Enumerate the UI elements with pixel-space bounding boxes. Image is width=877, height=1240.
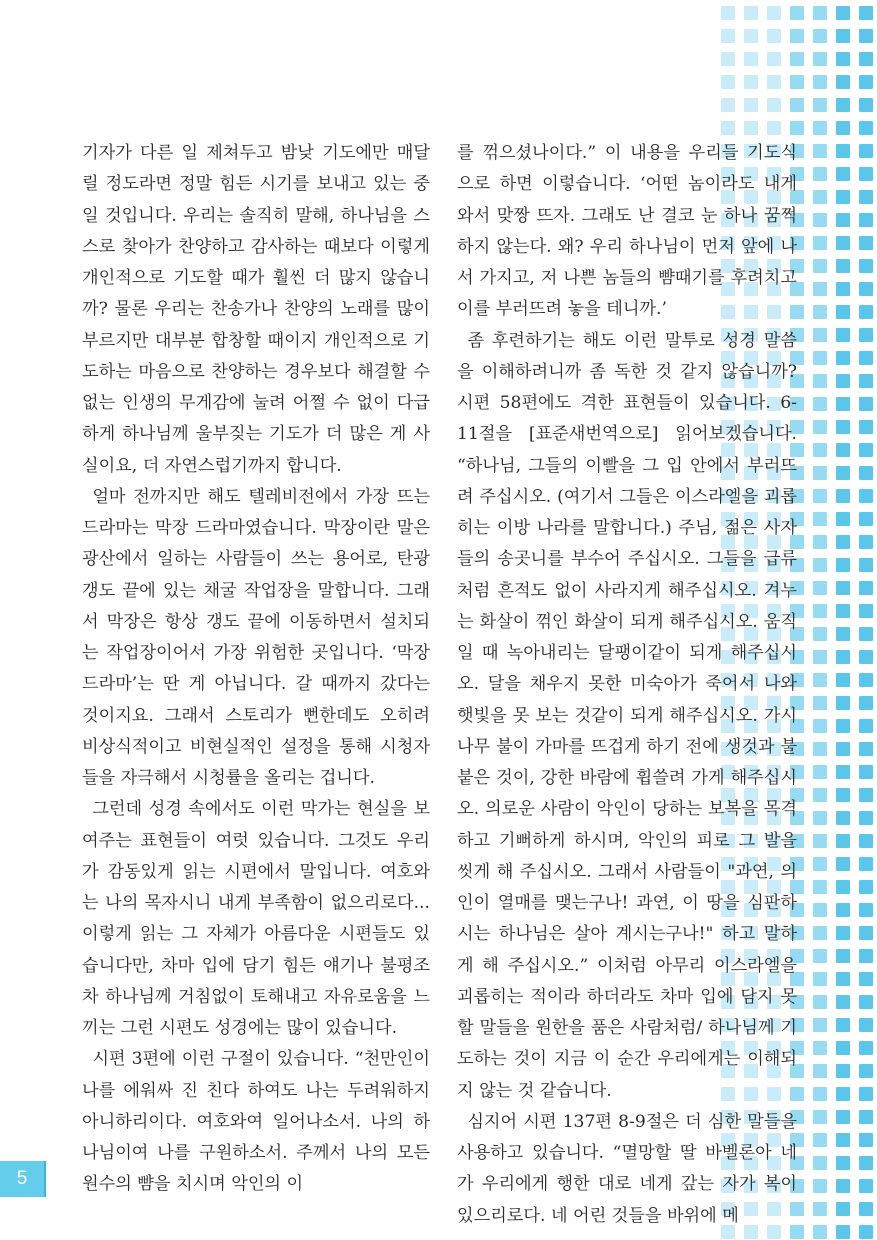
pattern-square	[813, 374, 827, 388]
pattern-square	[813, 328, 827, 342]
pattern-square	[767, 52, 781, 66]
pattern-square	[836, 121, 850, 135]
pattern-square	[836, 236, 850, 250]
pattern-square	[813, 558, 827, 572]
pattern-square	[836, 282, 850, 296]
pattern-square	[813, 29, 827, 43]
pattern-square	[813, 351, 827, 365]
right-text-column	[457, 138, 797, 1232]
pattern-square	[744, 29, 758, 43]
pattern-square	[859, 98, 873, 112]
pattern-square	[790, 75, 804, 89]
pattern-square	[859, 52, 873, 66]
pattern-square	[836, 903, 850, 917]
pattern-square	[813, 190, 827, 204]
pattern-square	[836, 1041, 850, 1055]
pattern-square	[859, 604, 873, 618]
pattern-square	[836, 788, 850, 802]
pattern-square	[859, 1064, 873, 1078]
pattern-square	[836, 144, 850, 158]
pattern-square	[859, 949, 873, 963]
pattern-square	[836, 29, 850, 43]
pattern-square	[859, 765, 873, 779]
pattern-square	[836, 1179, 850, 1193]
pattern-square	[859, 627, 873, 641]
pattern-square	[859, 167, 873, 181]
pattern-square	[859, 1179, 873, 1193]
pattern-square	[836, 1018, 850, 1032]
pattern-square	[744, 98, 758, 112]
page-number: 5	[0, 1161, 46, 1197]
pattern-square	[813, 604, 827, 618]
pattern-square	[859, 811, 873, 825]
pattern-square	[836, 305, 850, 319]
pattern-square	[813, 1041, 827, 1055]
pattern-square	[836, 1064, 850, 1078]
pattern-square	[859, 1110, 873, 1124]
pattern-square	[836, 995, 850, 1009]
pattern-square	[721, 98, 735, 112]
paragraph: 얼마 전까지만 해도 텔레비전에서 가장 뜨는 드라마는 막장 드라마였습니다. 막장이란 말은 광산에서 일하는 사람들이 쓰는 용어로, 탄광 갱도 끝에 있는 채굴 작업장을 말합니다. 그래서 막장은 항상 갱도 끝에 이동하면서 설치되는 작업장이어서 가장 위험한 곳입니다. ‘막장 드라마’는 딴 게 아닙니다. 갈 때까지 갔다는 것이지요. 그래서 스토리가 뻔한데도 오히려 비상식적이고 비현실적인 설정을 통해 시청자들을 자극해서 시청률을 올리는 겁니다.	[82, 486, 430, 788]
pattern-square	[859, 328, 873, 342]
pattern-square	[836, 98, 850, 112]
pattern-square	[859, 558, 873, 572]
pattern-square	[813, 1225, 827, 1239]
pattern-square	[859, 742, 873, 756]
paragraph: 시편 3편에 이런 구절이 있습니다. “천만인이 나를 에워싸 진 친다 하여도 나는 두려워하지 아니하리이다. 여호와여 일어나소서. 나의 하나님이여 나를 구원하소서. 주께서 나의 모든 원수의 뺨을 치시며 악인의 이	[82, 1049, 430, 1195]
pattern-square	[813, 305, 827, 319]
pattern-square	[859, 1018, 873, 1032]
pattern-square	[859, 581, 873, 595]
pattern-square	[836, 374, 850, 388]
pattern-square	[813, 512, 827, 526]
pattern-square	[813, 1179, 827, 1193]
pattern-square	[836, 719, 850, 733]
pattern-square	[813, 397, 827, 411]
pattern-square	[790, 98, 804, 112]
pattern-square	[859, 673, 873, 687]
pattern-square	[859, 995, 873, 1009]
paragraph: 그런데 성경 속에서도 이런 막가는 현실을 보여주는 표현들이 여럿 있습니다. 그것도 우리가 감동있게 읽는 시편에서 말입니다. 여호와는 나의 목자시니 내게 부족함이 없으리로다... 이렇게 읽는 그 자체가 아름다운 시편들도 있습니다만, 차마 입에 담기 힘든 얘기나 불평조차 하나님께 거침없이 토해내고 자유로움을 느끼는 그런 시편도 성경에는 많이 있습니다.	[82, 799, 430, 1038]
pattern-square	[859, 374, 873, 388]
pattern-square	[813, 880, 827, 894]
pattern-square	[721, 52, 735, 66]
pattern-square	[813, 213, 827, 227]
pattern-square	[836, 52, 850, 66]
pattern-square	[859, 512, 873, 526]
pattern-square	[836, 1133, 850, 1147]
pattern-square	[836, 443, 850, 457]
pattern-square	[744, 75, 758, 89]
pattern-square	[836, 558, 850, 572]
pattern-square	[721, 29, 735, 43]
pattern-square	[813, 627, 827, 641]
pattern-square	[859, 236, 873, 250]
pattern-square	[813, 995, 827, 1009]
pattern-square	[813, 857, 827, 871]
pattern-square	[859, 6, 873, 20]
pattern-square	[836, 75, 850, 89]
pattern-square	[790, 52, 804, 66]
pattern-square	[836, 604, 850, 618]
pattern-square	[813, 673, 827, 687]
pattern-square	[836, 6, 850, 20]
pattern-square	[859, 489, 873, 503]
pattern-square	[790, 121, 804, 135]
pattern-square	[836, 190, 850, 204]
pattern-square	[813, 6, 827, 20]
pattern-square	[790, 29, 804, 43]
pattern-square	[859, 1225, 873, 1239]
pattern-square	[859, 1202, 873, 1216]
pattern-square	[859, 972, 873, 986]
pattern-square	[767, 121, 781, 135]
pattern-square	[813, 259, 827, 273]
pattern-square	[859, 29, 873, 43]
pattern-square	[813, 75, 827, 89]
pattern-square	[813, 535, 827, 549]
pattern-square	[859, 466, 873, 480]
pattern-square	[859, 259, 873, 273]
pattern-square	[813, 926, 827, 940]
pattern-square	[744, 121, 758, 135]
pattern-square	[859, 1133, 873, 1147]
pattern-square	[836, 765, 850, 779]
pattern-square	[721, 6, 735, 20]
pattern-square	[813, 719, 827, 733]
pattern-square	[813, 443, 827, 457]
pattern-square	[813, 834, 827, 848]
pattern-square	[767, 98, 781, 112]
pattern-square	[813, 581, 827, 595]
pattern-square	[836, 1110, 850, 1124]
pattern-square	[813, 282, 827, 296]
pattern-square	[836, 696, 850, 710]
pattern-square	[813, 98, 827, 112]
pattern-square	[836, 627, 850, 641]
pattern-square	[813, 1202, 827, 1216]
pattern-square	[813, 1087, 827, 1101]
pattern-square	[744, 6, 758, 20]
pattern-square	[744, 52, 758, 66]
pattern-square	[813, 420, 827, 434]
pattern-square	[859, 1156, 873, 1170]
pattern-square	[836, 1156, 850, 1170]
pattern-square	[721, 75, 735, 89]
pattern-square	[836, 213, 850, 227]
pattern-square	[836, 328, 850, 342]
pattern-square	[836, 926, 850, 940]
pattern-square	[859, 397, 873, 411]
pattern-square	[813, 1018, 827, 1032]
pattern-square	[859, 788, 873, 802]
pattern-square	[836, 811, 850, 825]
pattern-square	[836, 466, 850, 480]
paragraph: 기자가 다른 일 제쳐두고 밤낮 기도에만 매달릴 정도라면 정말 힘든 시기를 보내고 있는 중일 것입니다. 우리는 솔직히 말해, 하나님을 스스로 찾아가 찬양하고 감사하는 때보다 이렇게 개인적으로 기도할 때가 훨씬 더 많지 않습니까? 물론 우리는 찬송가나 찬양의 노래를 많이 부르지만 대부분 합창할 때이지 개인적으로 기도하는 마음으로 찬양하는 경우보다 해결할 수 없는 인생의 무게감에 눌려 어쩔 수 없이 다급하게 하나님께 울부짖는 기도가 더 많은 게 사실이요, 더 자연스럽기까지 합니다.	[82, 143, 430, 476]
pattern-square	[836, 1202, 850, 1216]
pattern-square	[813, 1110, 827, 1124]
left-text-column	[82, 138, 430, 1201]
pattern-square	[813, 466, 827, 480]
pattern-square	[767, 6, 781, 20]
pattern-square	[813, 696, 827, 710]
pattern-square	[813, 765, 827, 779]
pattern-square	[790, 6, 804, 20]
pattern-square	[813, 811, 827, 825]
pattern-square	[859, 443, 873, 457]
pattern-square	[859, 144, 873, 158]
pattern-square	[859, 926, 873, 940]
pattern-square	[859, 121, 873, 135]
pattern-square	[859, 834, 873, 848]
pattern-square	[859, 719, 873, 733]
pattern-square	[859, 1041, 873, 1055]
pattern-square	[813, 144, 827, 158]
pattern-square	[836, 880, 850, 894]
pattern-square	[836, 650, 850, 664]
pattern-square	[836, 834, 850, 848]
pattern-square	[836, 397, 850, 411]
pattern-square	[836, 167, 850, 181]
paragraph: 심지어 시편 137편 8-9절은 더 심한 말들을 사용하고 있습니다. “멸망할 딸 바벨론아 네가 우리에게 행한 대로 네게 갚는 자가 복이 있으리로다. 네 어린 것들을 바위에 메	[457, 1111, 797, 1226]
pattern-square	[859, 880, 873, 894]
pattern-square	[836, 857, 850, 871]
pattern-square	[836, 1225, 850, 1239]
pattern-square	[836, 420, 850, 434]
pattern-square	[859, 857, 873, 871]
pattern-square	[813, 788, 827, 802]
pattern-square	[813, 903, 827, 917]
pattern-square	[813, 1156, 827, 1170]
pattern-square	[859, 75, 873, 89]
pattern-square	[813, 972, 827, 986]
pattern-square	[813, 167, 827, 181]
pattern-square	[813, 1133, 827, 1147]
pattern-square	[813, 52, 827, 66]
pattern-square	[836, 972, 850, 986]
pattern-square	[836, 259, 850, 273]
pattern-square	[859, 535, 873, 549]
pattern-square	[859, 351, 873, 365]
pattern-square	[767, 75, 781, 89]
pattern-square	[813, 121, 827, 135]
pattern-square	[859, 190, 873, 204]
pattern-square	[859, 1087, 873, 1101]
pattern-square	[859, 282, 873, 296]
pattern-square	[859, 305, 873, 319]
paragraph: 를 꺾으셨나이다.” 이 내용을 우리들 기도식으로 하면 이렇습니다. ‘어떤 놈이라도 내게 와서 맞짱 뜨자. 그래도 난 결코 눈 하나 꿈쩍하지 않는다. 왜? 우리 하나님이 먼저 앞에 나서 가지고, 저 나쁜 놈들의 뺨때기를 후려치고 이를 부러뜨려 놓을 테니까.’	[457, 143, 797, 320]
pattern-square	[836, 949, 850, 963]
pattern-square	[859, 903, 873, 917]
pattern-square	[859, 696, 873, 710]
pattern-square	[813, 489, 827, 503]
pattern-square	[836, 512, 850, 526]
paragraph: 좀 후련하기는 해도 이런 말투로 성경 말씀을 이해하려니까 좀 독한 것 같지 않습니까? 시편 58편에도 격한 표현들이 있습니다. 6-11절을 [표준새번역으로] 읽어보겠습니다. “하나님, 그들의 이빨을 그 입 안에서 부러뜨려 주십시오. (여기서 그들은 이스라엘을 괴롭히는 이방 나라를 말합니다.) 주님, 젊은 사자들의 송곳니를 부수어 주십시오. 그들을 급류처럼 흔적도 없이 사라지게 해주십시오. 겨누는 화살이 꺾인 화살이 되게 해주십시오. 움직일 때 녹아내리는 달팽이같이 되게 해주십시오. 달을 채우지 못한 미숙아가 죽어서 나와 햇빛을 못 보는 것같이 되게 해주십시오. 가시나무 불이 가마를 뜨겁게 하기 전에 생것과 불붙은 것이, 강한 바람에 휩쓸려 가게 해주십시오. 의로운 사람이 악인이 당하는 보복을 목격하고 기뻐하게 하시며, 악인의 피로 그 발을 씻게 해 주십시오. 그래서 사람들이 "과연, 의인이 열매를 맺는구나! 과연, 이 땅을 심판하시는 하나님은 살아 계시는구나!" 하고 말하게 해 주십시오.” 이처럼 아무리 이스라엘을 괴롭히는 적이라 하더라도 차마 입에 담지 못할 말들을 원한을 품은 사람처럼/ 하나님께 기도하는 것이 지금 이 순간 우리에게는 이해되지 않는 것 같습니다.	[457, 330, 797, 1101]
pattern-square	[813, 1064, 827, 1078]
pattern-square	[836, 535, 850, 549]
pattern-square	[813, 949, 827, 963]
pattern-square	[836, 1087, 850, 1101]
pattern-square	[813, 236, 827, 250]
pattern-square	[813, 650, 827, 664]
pattern-square	[836, 673, 850, 687]
pattern-square	[813, 742, 827, 756]
pattern-square	[836, 351, 850, 365]
pattern-square	[836, 581, 850, 595]
pattern-square	[721, 121, 735, 135]
pattern-square	[767, 29, 781, 43]
pattern-square	[859, 420, 873, 434]
pattern-square	[859, 213, 873, 227]
pattern-square	[859, 650, 873, 664]
pattern-square	[836, 489, 850, 503]
pattern-square	[836, 742, 850, 756]
